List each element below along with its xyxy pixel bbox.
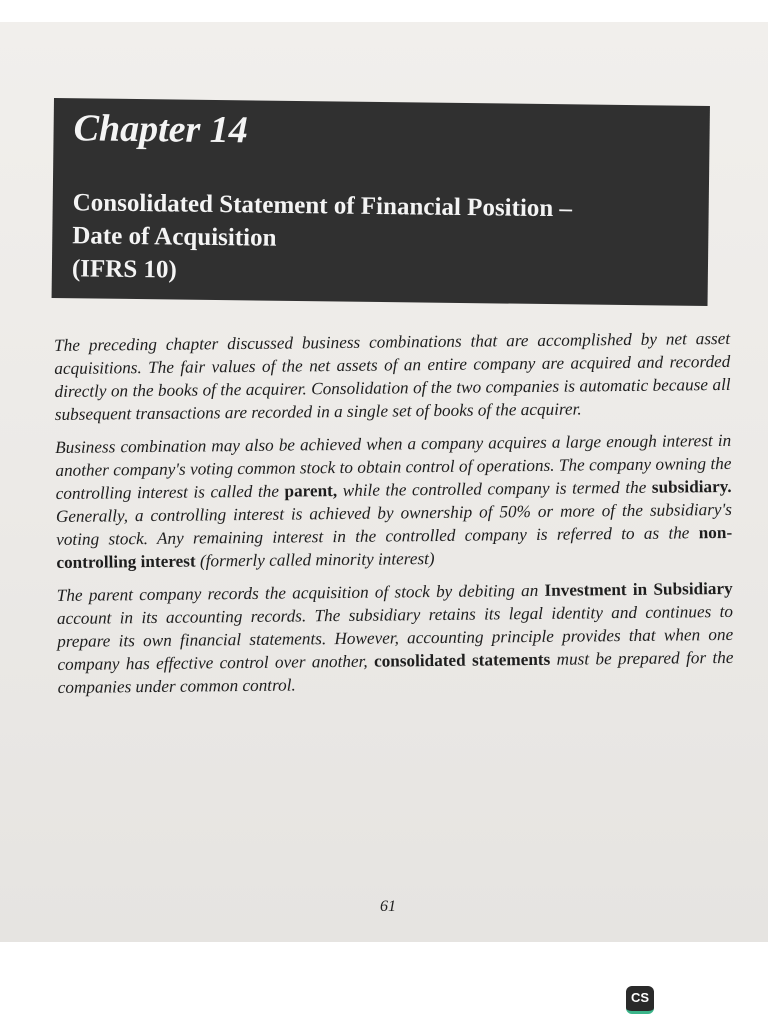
text-run: must be prepared for the companies under common control. bbox=[57, 647, 734, 697]
paragraph-3 bbox=[57, 577, 734, 699]
text-run: The parent company records the acquisition of stock by debiting an bbox=[56, 580, 545, 605]
term-investment-in-subsidiary: Investment in Subsidiary bbox=[544, 578, 733, 600]
text-run: Business combination may also be achieved when a company acquires a large enough interest in another company's voting common stock to obtain control of operations. The company owning the controlling interest is called the bbox=[55, 430, 732, 503]
chapter-title bbox=[72, 186, 573, 291]
term-parent: parent, bbox=[284, 481, 338, 501]
text-run: account in its accounting records. The subsidiary retains its legal identity and continues to prepare its own financial statements. However, accounting principle provides that when one company has effective control over another, bbox=[56, 601, 734, 674]
term-non-controlling-interest: non-controlling interest bbox=[56, 522, 733, 572]
text-run: while the controlled company is termed the bbox=[337, 477, 652, 501]
text-run: (formerly called minority interest) bbox=[195, 549, 435, 571]
camscanner-logo-icon: CS bbox=[626, 986, 654, 1014]
body-text bbox=[54, 327, 734, 709]
paragraph-2 bbox=[55, 429, 732, 574]
chapter-title-line: (IFRS 10) bbox=[71, 255, 177, 284]
chapter-header bbox=[52, 98, 710, 306]
page-number: 61 bbox=[380, 898, 396, 915]
book-page bbox=[0, 22, 768, 942]
chapter-title-line: Date of Acquisition bbox=[72, 222, 277, 252]
term-consolidated-statements: consolidated statements bbox=[373, 649, 551, 671]
text-run: The preceding chapter discussed business combinations that are accomplished by net asset acquisitions. The fair values of the net assets of an entire company are acquired and recorded directly on the books of the acquirer. Consolidation of the two companies is automatic because all subsequent transactions are recorded in a single set of books of the acquirer. bbox=[54, 328, 731, 424]
chapter-heading: Chapter 14 bbox=[73, 107, 249, 152]
text-run: Generally, a controlling interest is achieved by ownership of 50% or more of the subsidiary's voting stock. Any remaining interest in the controlled company is referred to as the bbox=[55, 499, 732, 549]
paragraph-1 bbox=[54, 327, 731, 426]
term-subsidiary: subsidiary. bbox=[651, 476, 732, 497]
chapter-title-line: Consolidated Statement of Financial Position – bbox=[72, 189, 573, 223]
